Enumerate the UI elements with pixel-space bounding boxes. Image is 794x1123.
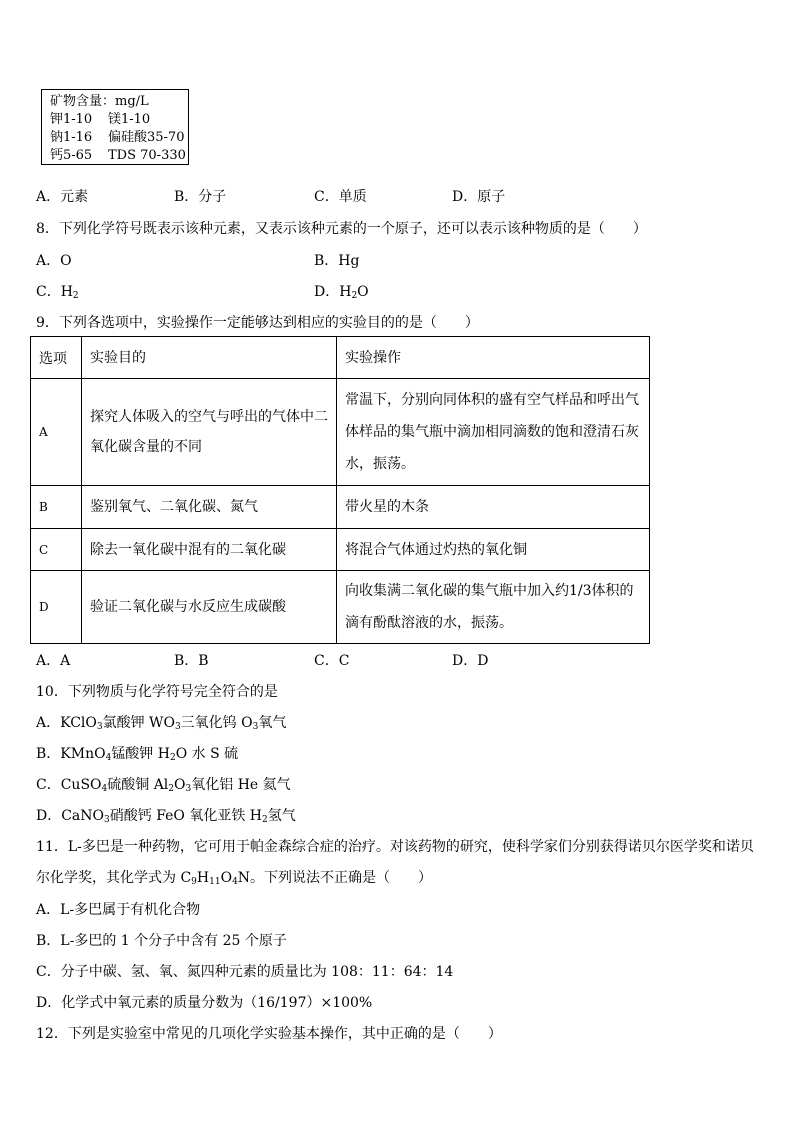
q10-d-subscript: 2 (262, 815, 268, 825)
q10-d-subscript: 3 (104, 815, 110, 825)
q8-c-subscript: 2 (72, 291, 79, 301)
row-option: B (31, 486, 82, 529)
q11-option-c: C．分子中碳、氢、氧、氮四种元素的质量比为 108：11：64：14 (36, 964, 454, 980)
q7-option-c: C．单质 (314, 189, 367, 205)
q10-b-text: 锰酸钾 H (111, 746, 170, 762)
header-operation: 实验操作 (337, 337, 650, 379)
row-goal: 探究人体吸入的空气与呼出的气体中二氧化碳含量的不同 (82, 379, 337, 486)
mineral-cell: 钙5-65 (50, 148, 93, 163)
q10-option-a (36, 712, 286, 732)
row-option: C (31, 529, 82, 571)
q10-a-text: 氧气 (258, 715, 287, 731)
mineral-row (50, 147, 188, 165)
q11-option-b: B．L-多巴的 1 个分子中含有 25 个原子 (36, 933, 287, 949)
q10-c-subscript: 4 (101, 784, 108, 794)
q11-option-d: D．化学式中氧元素的质量分数为（16/197）×100% (36, 995, 373, 1011)
mineral-cell: TDS 70-330 (108, 148, 186, 163)
mineral-cell: 偏硅酸35-70 (108, 130, 185, 145)
table-row (31, 379, 650, 486)
q7-option-b: B．分子 (174, 189, 227, 205)
table-row (31, 571, 650, 644)
q10-b-text: B．KMnO (36, 746, 106, 762)
q10-stem: 10．下列物质与化学符号完全符合的是 (36, 684, 278, 700)
q8-c-text: C．H (36, 284, 73, 300)
q11-stem-text: 下列说法不正确是（ ） (264, 870, 433, 886)
q11-stem-text: 尔化学奖，其化学式为 C (36, 870, 192, 886)
row-goal: 除去一氧化碳中混有的二氧化碳 (82, 529, 337, 571)
mineral-cell: 钾1-10 (50, 112, 93, 127)
row-option: A (31, 379, 82, 486)
q12-stem: 12．下列是实验室中常见的几项化学实验基本操作，其中正确的是（ ） (36, 1026, 502, 1042)
q8-option-b: B．Hg (314, 253, 360, 269)
q8-d-text-post: O (357, 284, 369, 300)
mineral-cell: 钠1-16 (50, 130, 93, 145)
q11-formula-subscript: 11 (209, 877, 221, 887)
q9-option-b: B．B (174, 653, 209, 669)
q10-a-subscript: 3 (174, 722, 181, 732)
q11-formula-text: O (220, 870, 233, 886)
q8-option-a: A．O (36, 253, 72, 269)
q8-option-d (314, 281, 369, 301)
q10-a-subscript: 3 (252, 722, 259, 732)
mineral-row (50, 129, 188, 147)
table-row (31, 486, 650, 529)
q10-c-text: 氧化铝 He 氦气 (191, 777, 291, 793)
q8-d-subscript: 2 (351, 291, 358, 301)
q10-b-subscript: 2 (169, 753, 176, 763)
q10-option-d (36, 805, 296, 825)
q11-stem-line1: 11．L-多巴是一种药物，它可用于帕金森综合症的治疗。对该药物的研究，使科学家们分别获得诺贝尔医学奖和诺贝 (36, 839, 754, 855)
mineral-content-box (41, 89, 189, 165)
q10-d-text: 氢气 (267, 808, 296, 824)
q10-d-text: 硝酸钙 FeO 氧化亚铁 H (109, 808, 263, 824)
q11-option-a: A．L-多巴属于有机化合物 (36, 902, 201, 918)
row-operation: 向收集满二氧化碳的集气瓶中加入约1/3体积的滴有酚酞溶液的水，振荡。 (337, 571, 650, 644)
q10-b-text: O 水 S 硫 (175, 746, 239, 762)
row-option: D (31, 571, 82, 644)
table-row (31, 529, 650, 571)
q11-stem-line2 (36, 867, 432, 887)
q11-formula-subscript: 9 (191, 877, 197, 887)
q10-a-text: 氯酸钾 WO (102, 715, 175, 731)
experiment-table (30, 336, 650, 644)
q10-option-c (36, 774, 291, 794)
header-goal: 实验目的 (82, 337, 337, 379)
q10-d-text: D．CaNO (36, 808, 105, 824)
mineral-box-title: 矿物含量：mg/L (50, 94, 149, 109)
q7-option-a: A．元素 (36, 189, 89, 205)
q7-option-d: D．原子 (452, 189, 506, 205)
row-operation: 将混合气体通过灼热的氧化铜 (337, 529, 650, 571)
q11-formula-subscript: 4 (232, 877, 238, 887)
q9-option-d: D．D (452, 653, 489, 669)
q8-option-c (36, 281, 79, 301)
q10-a-text: A．KClO (36, 715, 97, 731)
q9-option-a: A．A (36, 653, 71, 669)
q9-stem: 9．下列各选项中，实验操作一定能够达到相应的实验目的的是（ ） (36, 315, 479, 331)
q10-c-text: C．CuSO (36, 777, 102, 793)
q8-stem: 8．下列化学符号既表示该种元素，又表示该种元素的一个原子，还可以表示该种物质的是（ ） (36, 221, 647, 237)
q10-option-b (36, 743, 238, 763)
table-header-row (31, 337, 650, 379)
q9-option-c: C．C (314, 653, 350, 669)
q10-b-subscript: 4 (105, 753, 112, 763)
q10-a-subscript: 3 (96, 722, 103, 732)
q10-c-subscript: 2 (168, 784, 175, 794)
q11-formula-text: H (196, 870, 210, 886)
q10-c-text: 硫酸铜 Al (107, 777, 169, 793)
header-option: 选项 (31, 337, 82, 379)
q8-d-text: D．H (314, 284, 352, 300)
row-operation: 常温下，分别向同体积的盛有空气样品和呼出气体样品的集气瓶中滴加相同滴数的饱和澄清石灰水，振荡。 (337, 379, 650, 486)
q10-a-text: 三氧化钨 O (180, 715, 253, 731)
q10-c-text: O (174, 777, 186, 793)
row-goal: 验证二氧化碳与水反应生成碳酸 (82, 571, 337, 644)
q10-c-subscript: 3 (185, 784, 192, 794)
row-operation: 带火星的木条 (337, 486, 650, 529)
mineral-cell: 镁1-10 (108, 112, 151, 127)
mineral-row (50, 111, 188, 129)
q11-formula-text: N。 (237, 870, 265, 886)
row-goal: 鉴别氧气、二氧化碳、氮气 (82, 486, 337, 529)
